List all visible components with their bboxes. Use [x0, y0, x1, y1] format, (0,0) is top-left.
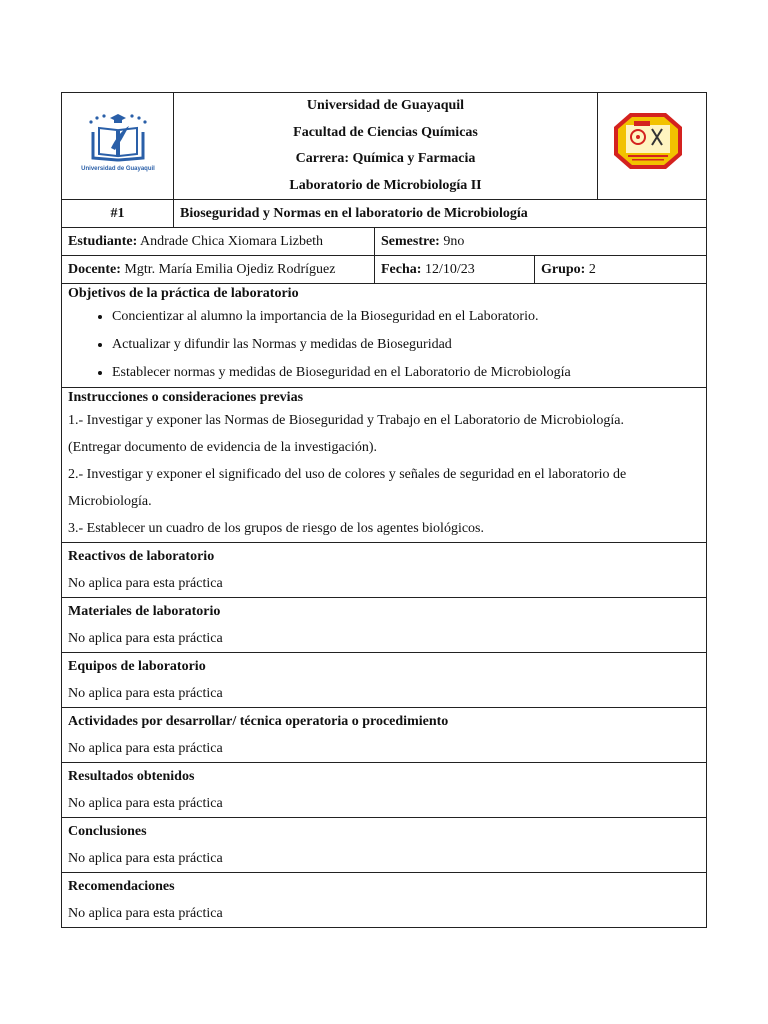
results-section	[62, 763, 707, 818]
equipment-title: Equipos de laboratorio	[68, 659, 206, 674]
recommendations-title: Recomendaciones	[68, 879, 175, 894]
student-row	[62, 228, 707, 256]
conclusions-cell	[62, 818, 707, 873]
semester-cell	[375, 228, 707, 256]
group-label: Grupo:	[541, 262, 586, 277]
objective-item: • Concientizar al alumno la importancia de la Bioseguridad en el Laboratorio.	[112, 303, 700, 331]
activities-title: Actividades por desarrollar/ técnica operatoria o procedimiento	[68, 714, 449, 729]
objectives-list	[68, 303, 700, 387]
faculty-shield-logo	[612, 111, 684, 171]
group-value: 2	[585, 262, 596, 277]
materials-cell	[62, 598, 707, 653]
results-text: No aplica para esta práctica	[68, 796, 223, 811]
materials-title: Materiales de laboratorio	[68, 604, 221, 619]
teacher-label: Docente:	[68, 262, 121, 277]
career-name: Carrera: Química y Farmacia	[295, 151, 476, 166]
institution-titles	[174, 93, 598, 200]
semester-value: 9no	[439, 234, 465, 249]
logo-caption: Universidad de Guayaquil	[80, 166, 155, 172]
teacher-row	[62, 256, 707, 284]
conclusions-section	[62, 818, 707, 873]
date-label: Fecha:	[381, 262, 422, 277]
conclusions-text: No aplica para esta práctica	[68, 851, 223, 866]
recommendations-section	[62, 873, 707, 928]
activities-cell	[62, 708, 707, 763]
equipment-section	[62, 653, 707, 708]
teacher-value: Mgtr. María Emilia Ojediz Rodríguez	[120, 262, 336, 277]
semester-label: Semestre:	[381, 234, 440, 249]
conclusions-title: Conclusiones	[68, 824, 147, 839]
instructions-title: Instrucciones o consideraciones previas	[68, 390, 304, 405]
student-value: Andrade Chica Xiomara Lizbeth	[137, 234, 324, 249]
date-cell	[375, 256, 535, 284]
university-logo	[73, 108, 163, 174]
form-table	[61, 92, 707, 928]
reagents-cell	[62, 543, 707, 598]
recommendations-text: No aplica para esta práctica	[68, 906, 223, 921]
practice-number: #1	[62, 200, 174, 228]
student-label: Estudiante:	[68, 234, 138, 249]
header-row	[62, 93, 707, 200]
equipment-text: No aplica para esta práctica	[68, 686, 223, 701]
instruction-line: 1.- Investigar y exponer las Normas de Bioseguridad y Trabajo en el Laboratorio de Microbiología.	[68, 413, 624, 428]
instructions-cell	[62, 388, 707, 543]
objectives-row	[62, 284, 707, 388]
objectives-title: Objetivos de la práctica de laboratorio	[68, 286, 299, 301]
recommendations-cell	[62, 873, 707, 928]
reagents-section	[62, 543, 707, 598]
results-title: Resultados obtenidos	[68, 769, 195, 784]
faculty-shield-cell	[598, 93, 707, 200]
student-cell	[62, 228, 375, 256]
group-cell	[535, 256, 707, 284]
objectives-cell	[62, 284, 707, 388]
instruction-line: 3.- Establecer un cuadro de los grupos de riesgo de los agentes biológicos.	[68, 521, 485, 536]
results-cell	[62, 763, 707, 818]
activities-section	[62, 708, 707, 763]
university-logo-cell	[62, 93, 174, 200]
reagents-text: No aplica para esta práctica	[68, 576, 223, 591]
objective-item: • Actualizar y difundir las Normas y medidas de Bioseguridad	[112, 331, 700, 359]
materials-section	[62, 598, 707, 653]
teacher-cell	[62, 256, 375, 284]
date-value: 12/10/23	[421, 262, 475, 277]
lab-practice-form	[61, 92, 706, 928]
reagents-title: Reactivos de laboratorio	[68, 549, 215, 564]
faculty-name: Facultad de Ciencias Químicas	[293, 124, 478, 140]
practice-row	[62, 200, 707, 228]
practice-title: Bioseguridad y Normas en el laboratorio de Microbiología	[174, 200, 707, 228]
instructions-row	[62, 388, 707, 543]
equipment-cell	[62, 653, 707, 708]
university-name: Universidad de Guayaquil	[306, 98, 465, 113]
instruction-line: (Entregar documento de evidencia de la investigación).	[68, 440, 378, 455]
instruction-line: Microbiología.	[68, 494, 152, 509]
activities-text: No aplica para esta práctica	[68, 741, 223, 756]
materials-text: No aplica para esta práctica	[68, 631, 223, 646]
objective-item: • Establecer normas y medidas de Bioseguridad en el Laboratorio de Microbiología	[112, 359, 700, 387]
laboratory-name: Laboratorio de Microbiología II	[289, 177, 482, 193]
instruction-line: 2.- Investigar y exponer el significado del uso de colores y señales de seguridad en el laboratorio de	[68, 467, 627, 482]
